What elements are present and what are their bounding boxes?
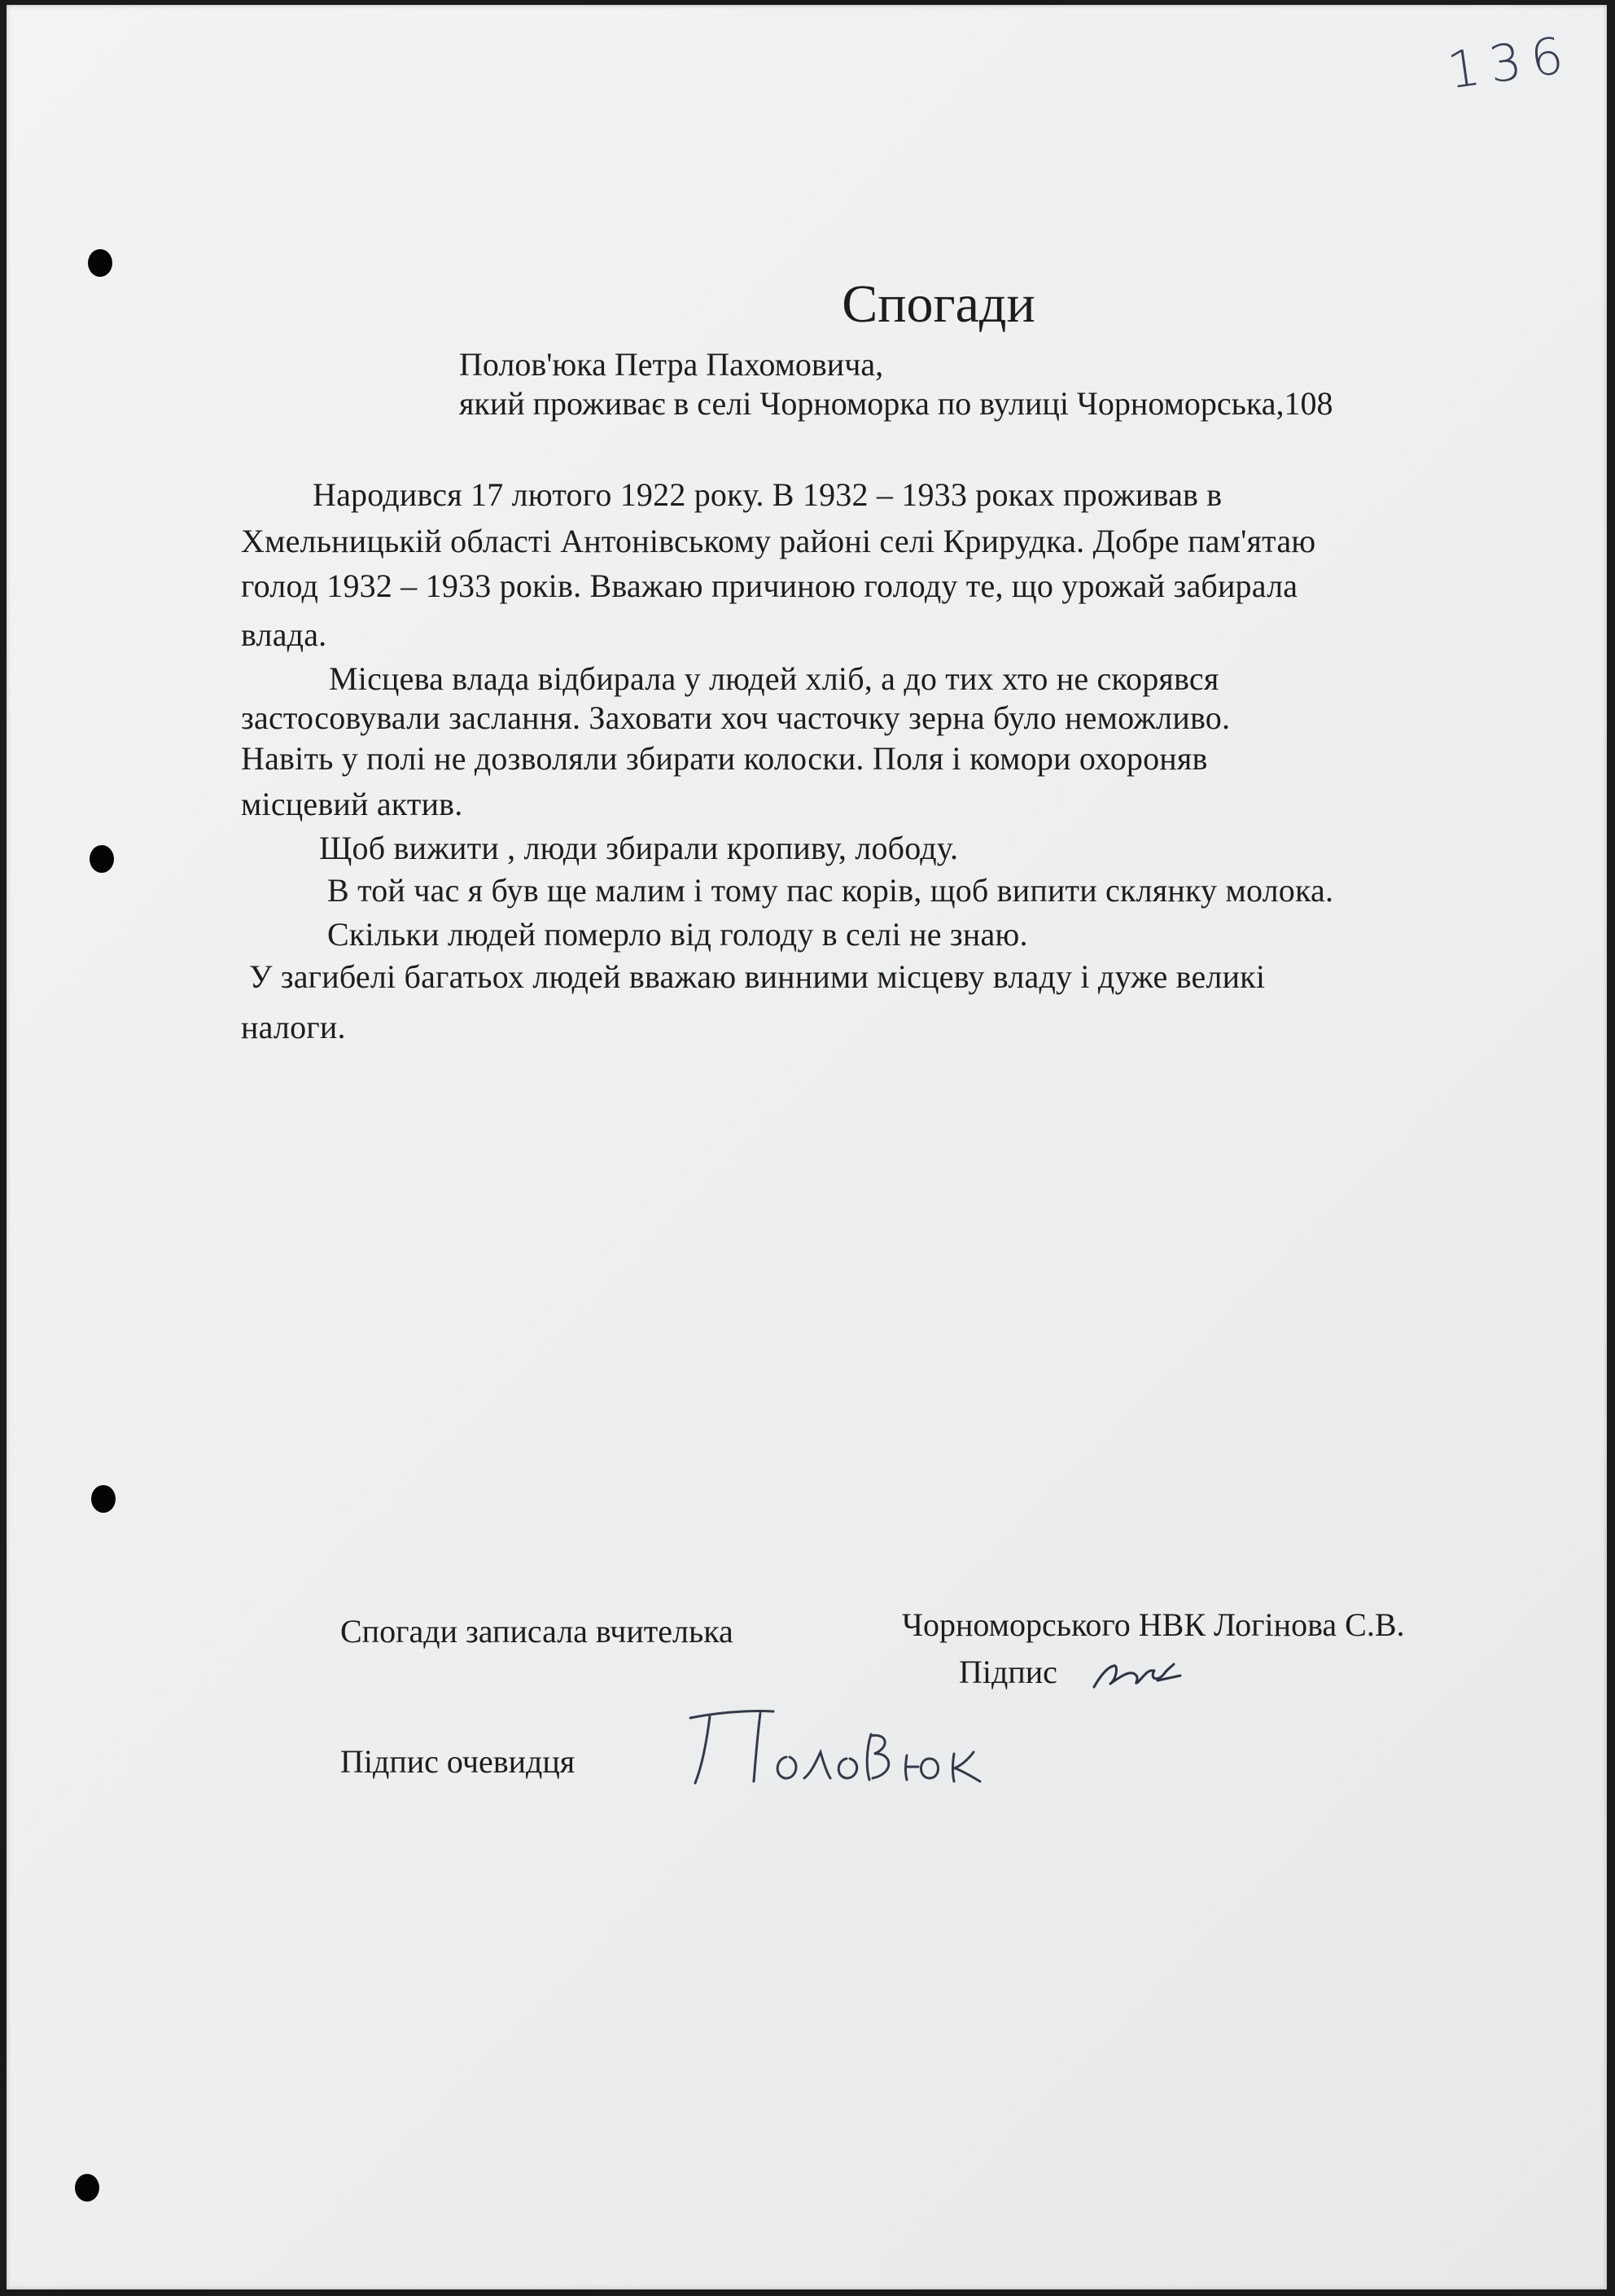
recorded-by-name: Чорноморського НВК Логінова С.В. [902, 1606, 1405, 1643]
body-line: Щоб вижити , люди збирали кропиву, лободу. [319, 830, 959, 866]
page-title: Спогади [842, 274, 1035, 334]
body-line: місцевий актив. [241, 786, 463, 822]
punch-hole [75, 2174, 99, 2202]
punch-hole [91, 1485, 116, 1513]
body-line: В той час я був ще малим і тому пас корів, щоб випити склянку молока. [327, 872, 1334, 909]
body-line: влада. [241, 616, 327, 653]
body-line: Хмельницькій області Антонівському районі селі Крирудка. Добре пам'ятаю [241, 523, 1316, 559]
witness-signature [682, 1694, 1008, 1791]
teacher-signature-label: Підпис [959, 1654, 1057, 1690]
body-line: застосовували заслання. Заховати хоч часточку зерна було неможливо. [241, 699, 1231, 736]
document-page [7, 5, 1607, 2289]
punch-hole [88, 249, 112, 277]
teacher-signature [1089, 1651, 1187, 1700]
body-line: голод 1932 – 1933 років. Вважаю причиною голоду те, що урожай забирала [241, 567, 1298, 604]
body-line: Народився 17 лютого 1922 року. В 1932 – 1933 роках проживав в [313, 476, 1223, 513]
body-line: У загибелі багатьох людей вважаю винними місцеву владу і дуже великі [249, 958, 1266, 995]
body-line: налоги. [241, 1009, 346, 1045]
body-line: Скільки людей померло від голоду в селі не знаю. [327, 916, 1028, 953]
archive-page-number: 136 [1443, 24, 1577, 101]
author-name: Полов'юка Петра Пахомовича, [459, 346, 884, 383]
author-address: який проживає в селі Чорноморка по вулиці Чорноморська,108 [459, 385, 1333, 422]
body-line: Навіть у полі не дозволяли збирати колоски. Поля і комори охороняв [241, 740, 1208, 777]
punch-hole [90, 845, 114, 873]
recorded-by-label: Спогади записала вчителька [340, 1613, 733, 1650]
witness-signature-label: Підпис очевидця [340, 1743, 576, 1780]
body-line: Місцева влада відбирала у людей хліб, а до тих хто не скорявся [329, 660, 1219, 697]
